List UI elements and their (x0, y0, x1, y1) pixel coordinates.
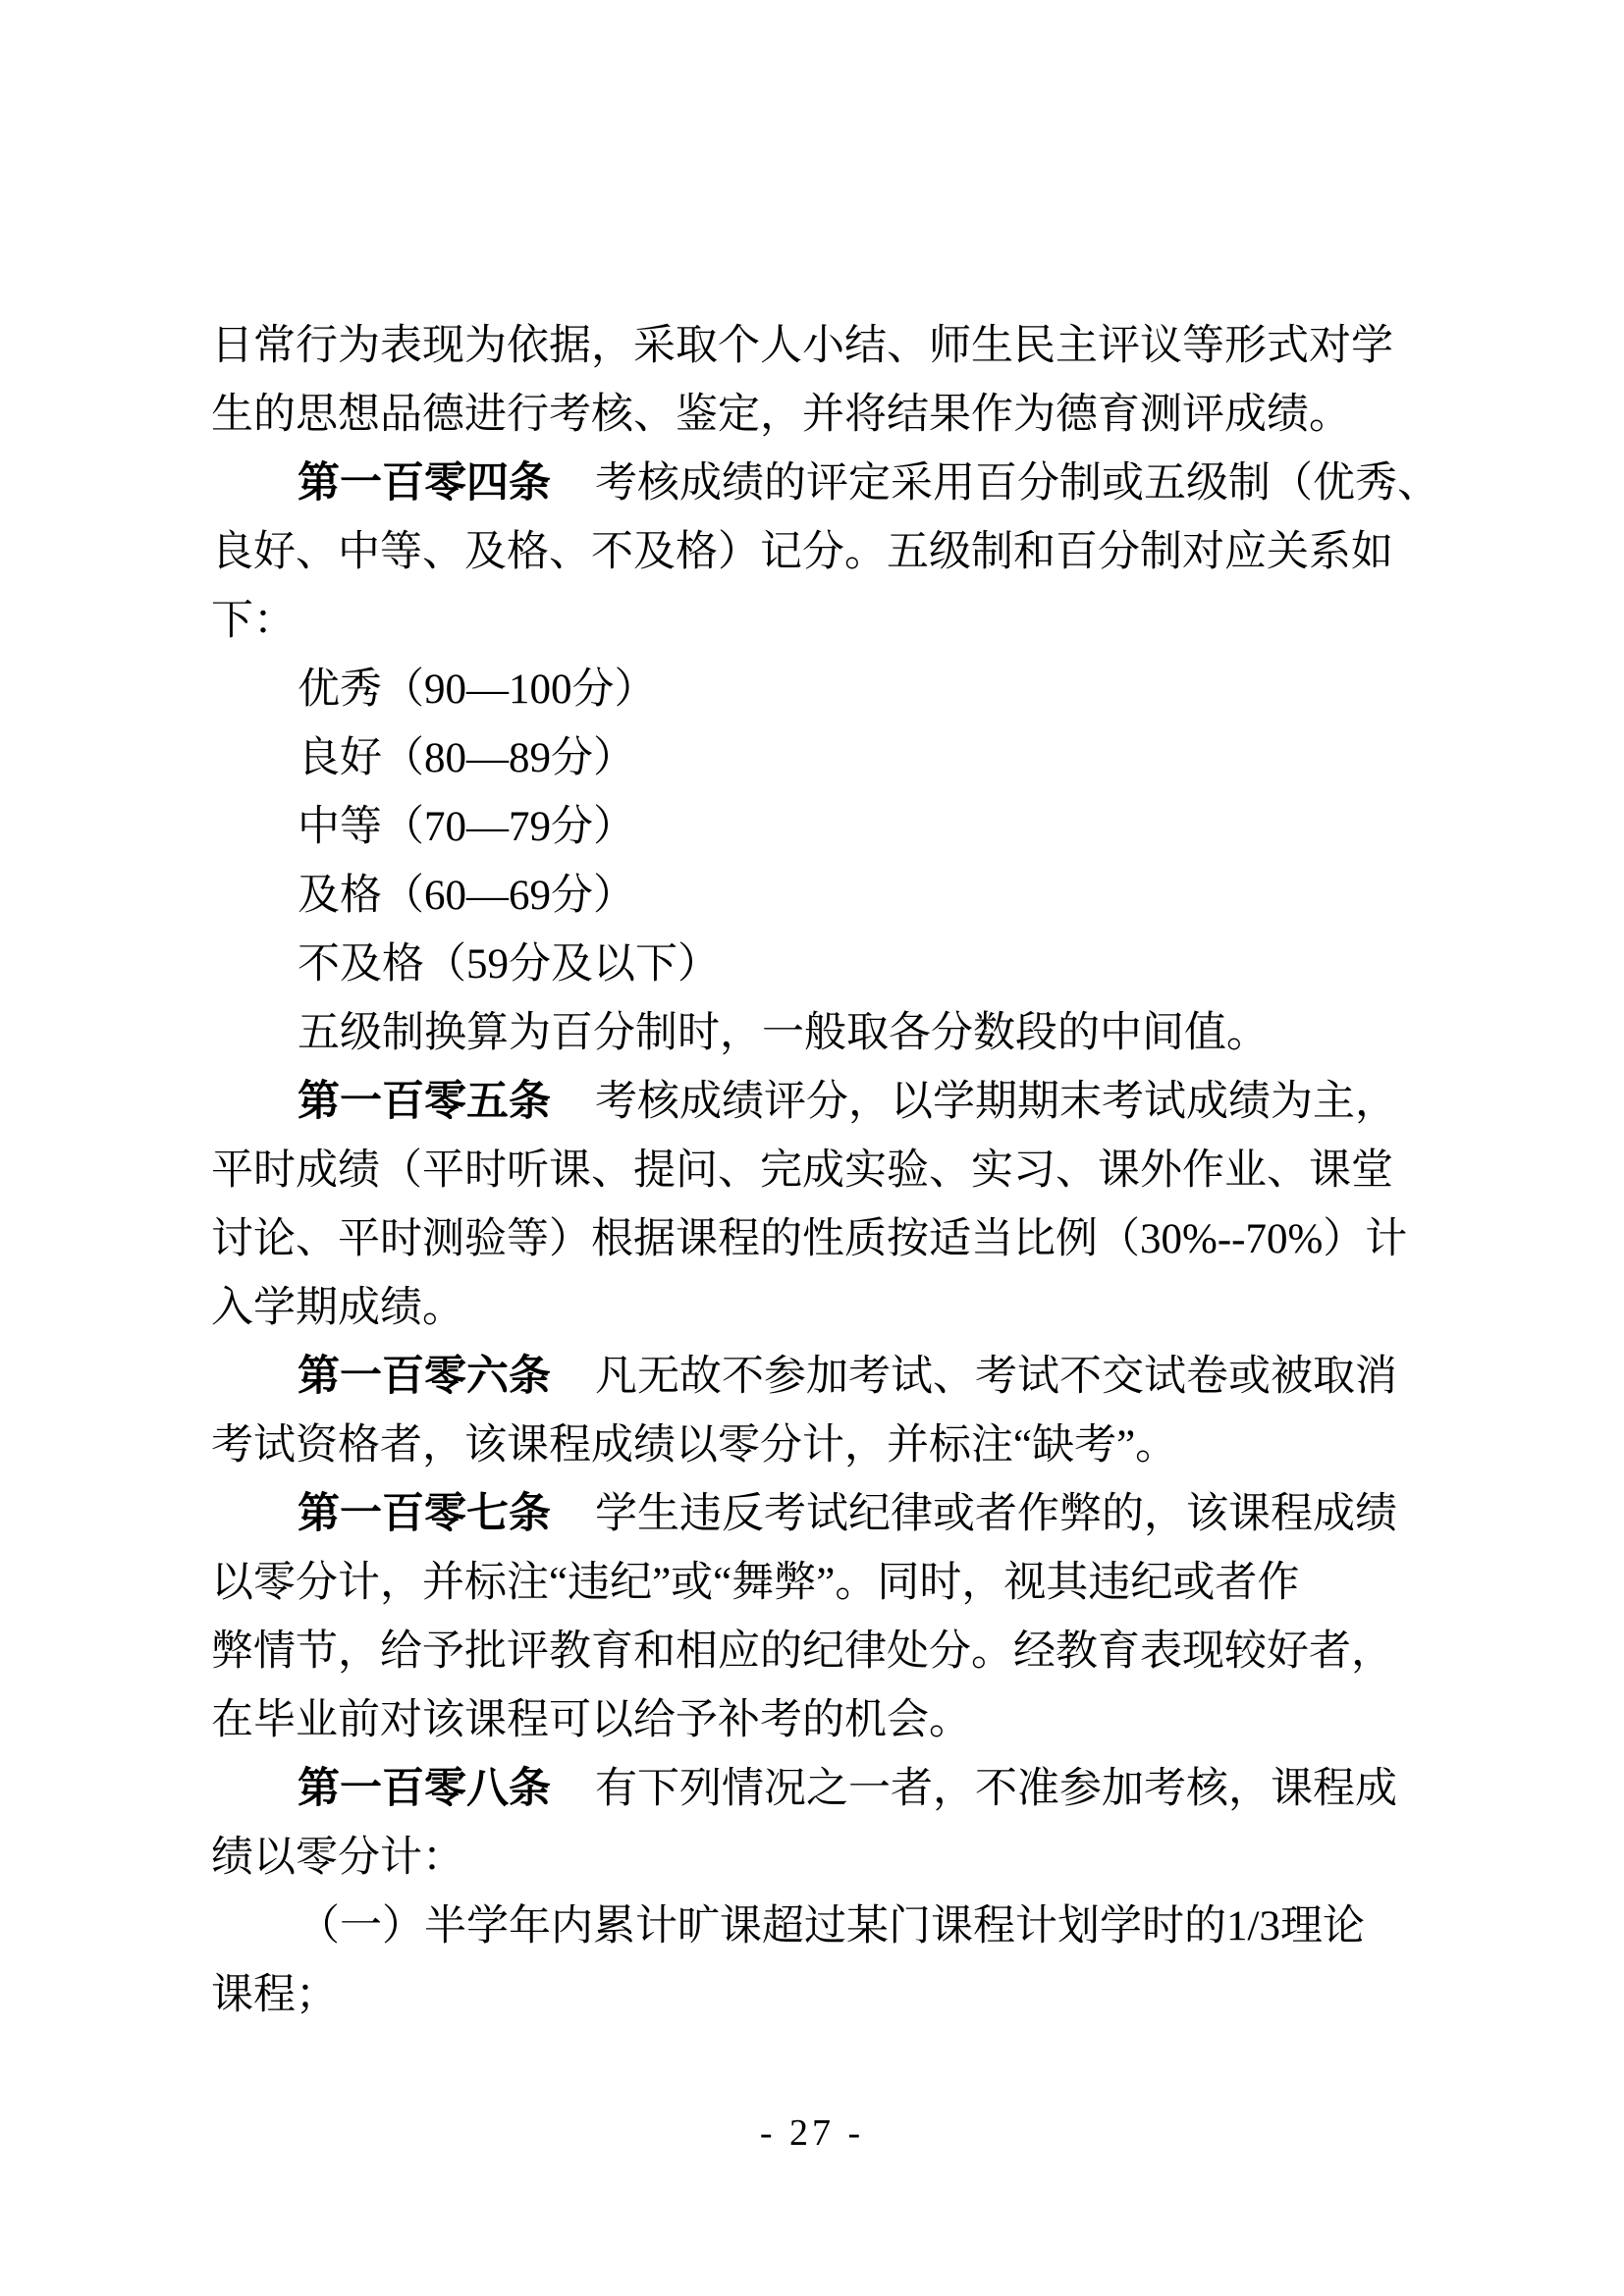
line-text: 下： (211, 598, 296, 644)
line-text: 以零分计，并标注“违纪”或“舞弊”。同时，视其违纪或者作 (211, 1560, 1300, 1606)
text-line (211, 450, 1448, 518)
line-text: 良好、中等、及格、不及格）记分。五级制和百分制对应关系如 (211, 529, 1393, 575)
article-heading: 第一百零八条 (298, 1766, 551, 1812)
text-line (211, 724, 1448, 793)
line-text: 五级制换算为百分制时，一般取各分数段的中间值。 (298, 1010, 1269, 1056)
line-text: 讨论、平时测验等）根据课程的性质按适当比例（30%--70%）计 (211, 1216, 1408, 1262)
text-line (211, 931, 1448, 999)
text-line (211, 1343, 1448, 1412)
text-line (211, 656, 1448, 724)
text-line (211, 1686, 1448, 1755)
text-line (211, 1137, 1448, 1205)
article-heading: 第一百零五条 (298, 1079, 551, 1125)
text-line (211, 518, 1448, 587)
line-text: 在毕业前对该课程可以给予补考的机会。 (211, 1697, 971, 1743)
line-text: 学生违反考试纪律或者作弊的，该课程成绩 (595, 1491, 1397, 1537)
line-text: 良好（80—89分） (298, 735, 635, 781)
line-text: 考试资格者，该课程成绩以零分计，并标注“缺考”。 (211, 1422, 1178, 1468)
text-line (211, 1480, 1448, 1549)
text-line (211, 1755, 1448, 1824)
text-line (211, 587, 1448, 656)
line-text: 优秀（90—100分） (298, 667, 657, 713)
text-line (211, 312, 1448, 381)
line-text: 日常行为表现为依据，采取个人小结、师生民主评议等形式对学 (211, 323, 1393, 369)
line-text: 生的思想品德进行考核、鉴定，并将结果作为德育测评成绩。 (211, 392, 1351, 438)
line-text: 凡无故不参加考试、考试不交试卷或被取消 (595, 1354, 1397, 1400)
text-line (211, 1068, 1448, 1137)
line-text: 中等（70—79分） (298, 804, 635, 850)
article-heading: 第一百零四条 (298, 460, 551, 507)
line-text: 弊情节，给予批评教育和相应的纪律处分。经教育表现较好者， (211, 1629, 1393, 1675)
text-line (211, 381, 1448, 450)
line-text: 及格（60—69分） (298, 873, 635, 919)
line-text: 有下列情况之一者，不准参加考核，课程成 (595, 1766, 1397, 1812)
line-text: （一）半学年内累计旷课超过某门课程计划学时的1/3理论 (298, 1903, 1365, 1949)
text-line (211, 793, 1448, 862)
text-line (211, 1274, 1448, 1343)
line-text: 课程； (211, 1972, 338, 2018)
text-line (211, 1412, 1448, 1480)
line-text: 入学期成绩。 (211, 1285, 464, 1331)
text-line (211, 1549, 1448, 1618)
page-number: - 27 - (759, 2112, 865, 2154)
text-line (211, 999, 1448, 1068)
text-line (211, 1893, 1448, 1961)
article-heading: 第一百零七条 (298, 1491, 551, 1537)
text-line (211, 862, 1448, 931)
line-text: 考核成绩的评定采用百分制或五级制（优秀、 (595, 460, 1439, 507)
line-text: 不及格（59分及以下） (298, 941, 720, 988)
text-line (211, 1824, 1448, 1893)
document-body (211, 312, 1448, 2030)
line-text: 平时成绩（平时听课、提问、完成实验、实习、课外作业、课堂 (211, 1148, 1393, 1194)
text-line (211, 1618, 1448, 1686)
article-heading: 第一百零六条 (298, 1354, 551, 1400)
line-text: 绩以零分计： (211, 1835, 464, 1881)
text-line (211, 1205, 1448, 1274)
line-text: 考核成绩评分，以学期期末考试成绩为主， (595, 1079, 1397, 1125)
text-line (211, 1961, 1448, 2030)
